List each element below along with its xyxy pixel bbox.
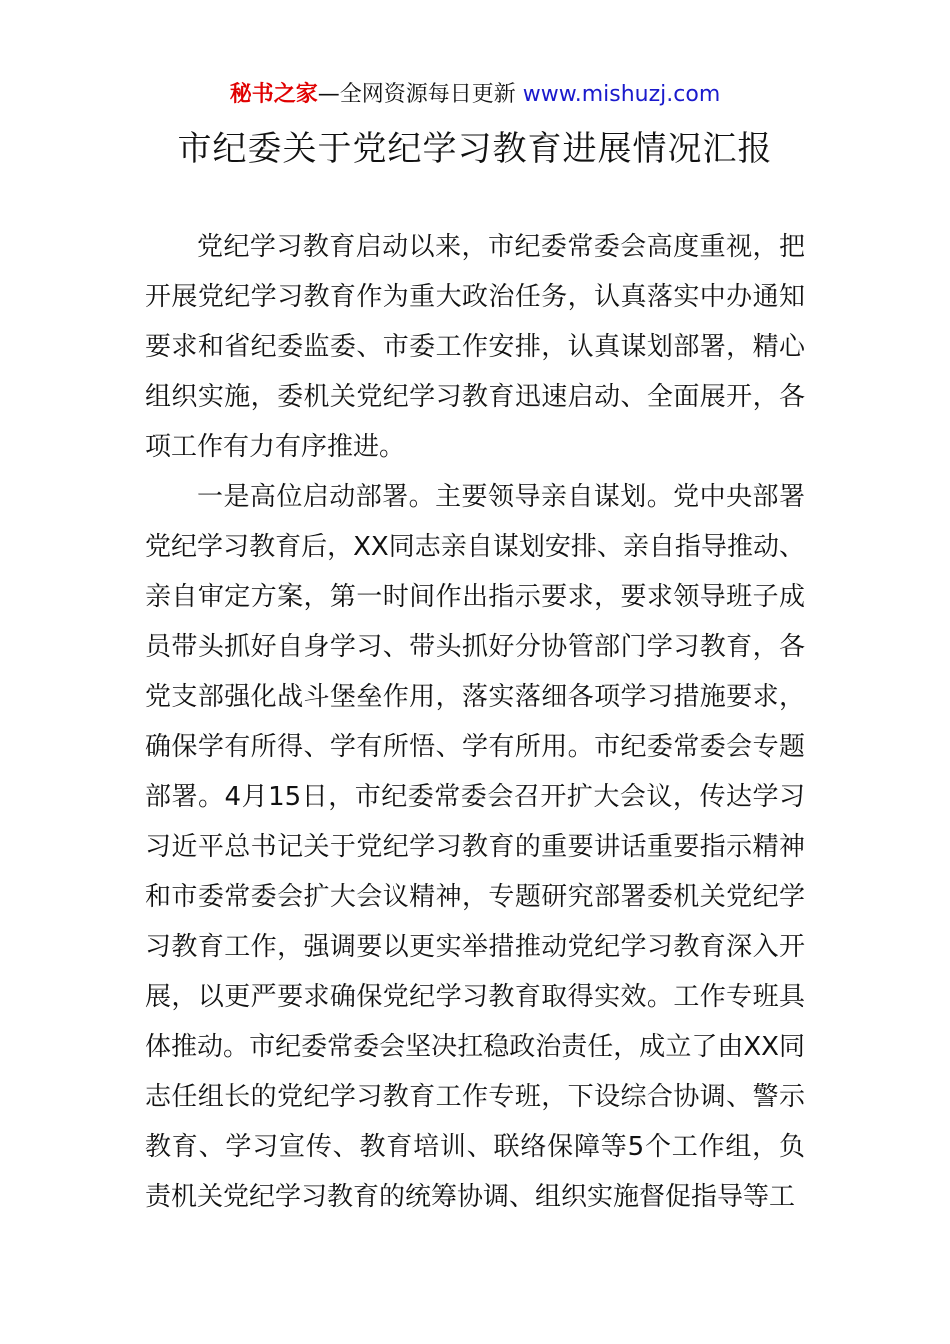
site-url-link[interactable]: www.mishuzj.com: [522, 82, 721, 107]
paragraph-deployment: 一是高位启动部署。主要领导亲自谋划。党中央部署党纪学习教育后，XX同志亲自谋划安排、亲自指导推动、亲自审定方案，第一时间作出指示要求，要求领导班子成员带头抓好自身学习、带头抓好分协管部门学习教育，各党支部强化战斗堡垒作用，落实落细各项学习措施要求，确保学有所得、学有所悟、学有所用。市纪委常委会专题部署。4月15日，市纪委常委会召开扩大会议，传达学习习近平总书记关于党纪学习教育的重要讲话重要指示精神和市委常委会扩大会议精神，专题研究部署委机关党纪学习教育工作，强调要以更实举措推动党纪学习教育深入开展，以更严要求确保党纪学习教育取得实效。工作专班具体推动。市纪委常委会坚决扛稳政治责任，成立了由XX同志任组长的党纪学习教育工作专班，下设综合协调、警示教育、学习宣传、教育培训、联络保障等5个工作组，负责机关党纪学习教育的统筹协调、组织实施督促指导等工: [145, 482, 805, 1212]
site-header: [0, 80, 950, 110]
site-brand: 秘书之家: [229, 82, 318, 107]
document-body: [145, 222, 805, 1222]
site-tagline: —全网资源每日更新: [317, 82, 516, 107]
document-title: 市纪委关于党纪学习教育进展情况汇报: [177, 129, 773, 169]
paragraph-intro: 党纪学习教育启动以来，市纪委常委会高度重视，把开展党纪学习教育作为重大政治任务，认真落实中办通知要求和省纪委监委、市委工作安排，认真谋划部署，精心组织实施，委机关党纪学习教育迅速启动、全面展开，各项工作有力有序推进。: [145, 232, 805, 462]
